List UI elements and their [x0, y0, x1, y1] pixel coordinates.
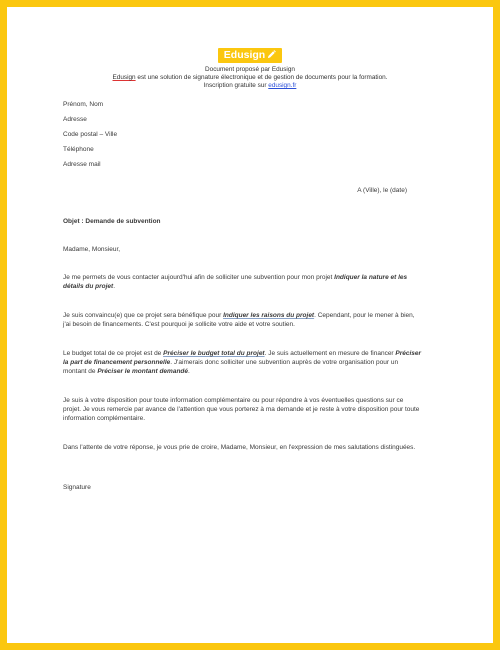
paragraph-4: Je suis à votre disposition pour toute information complémentaire ou pour répondre à vos éventuelles questions sur ce projet. Je vous remercie par avance de l'attention que vous porterez à ma demande et je reste à votre disposition pour toute information complémentaire.	[63, 397, 420, 423]
header-line-3	[7, 82, 493, 90]
para2-text2: . Cependant, pour le mener à bien, j'ai besoin de financements. C'est pourquoi je sollicite votre aide et votre soutien.	[63, 312, 415, 329]
sender-phone: Téléphone	[63, 146, 94, 153]
header-line-1: Document proposé par Edusign	[205, 66, 295, 73]
para1-text: Je me permets de vous contacter aujourd'hui afin de solliciter une subvention pour mon projet	[63, 274, 335, 281]
placeholder-project-nature: Indiquer la nature et les détails du projet	[63, 274, 408, 291]
paragraph-3	[63, 349, 423, 377]
subject-line: Objet : Demande de subvention	[63, 218, 161, 225]
pencil-icon	[267, 50, 276, 59]
para2-text1: Je suis convaincu(e) que ce projet sera bénéfique pour	[63, 312, 224, 319]
document-header	[7, 45, 493, 91]
para3-end: .	[188, 368, 190, 376]
header-line-2	[7, 74, 493, 82]
salutation: Madame, Monsieur,	[63, 246, 121, 253]
header-line-2-rest: est une solution de signature électronique et de gestion de documents pour la formation.	[135, 74, 388, 82]
paragraph-1	[63, 273, 423, 291]
paragraph-2	[63, 311, 423, 329]
edusign-link[interactable]: edusign.fr	[268, 82, 297, 90]
placeholder-requested-amount: Préciser le montant demandé	[97, 368, 188, 376]
header-line-3-prefix: Inscription gratuite sur	[203, 82, 269, 90]
placeholder-total-budget: Préciser le budget total du projet	[163, 350, 265, 357]
sender-address: Adresse	[63, 116, 87, 123]
para1-end: .	[113, 283, 116, 291]
placeholder-personal-funding: Préciser la part de financement personnelle	[63, 350, 422, 367]
para3-text2: . Je suis actuellement en mesure de financer	[264, 350, 396, 357]
sender-email: Adresse mail	[63, 161, 101, 168]
para3-text1: Le budget total de ce projet est de	[63, 350, 164, 357]
sender-postal: Code postal – Ville	[63, 131, 118, 138]
date-line: A (Ville), le (date)	[357, 187, 407, 194]
sender-block	[63, 100, 117, 175]
paragraph-5: Dans l'attente de votre réponse, je vous prie de croire, Madame, Monsieur, en l'expression de mes salutations distinguées.	[63, 444, 416, 451]
document-page	[7, 7, 493, 643]
signature: Signature	[63, 484, 91, 491]
placeholder-project-reasons: Indiquer les raisons du projet	[223, 312, 315, 319]
para3-text3: . J'aimerais donc solliciter une subvention auprès de votre organisation pour un montant de	[63, 359, 399, 376]
brand-name: Edusign	[112, 74, 136, 82]
edusign-logo[interactable]	[218, 48, 282, 63]
sender-name: Prénom, Nom	[63, 101, 104, 108]
logo-text: Edusign	[223, 49, 266, 61]
